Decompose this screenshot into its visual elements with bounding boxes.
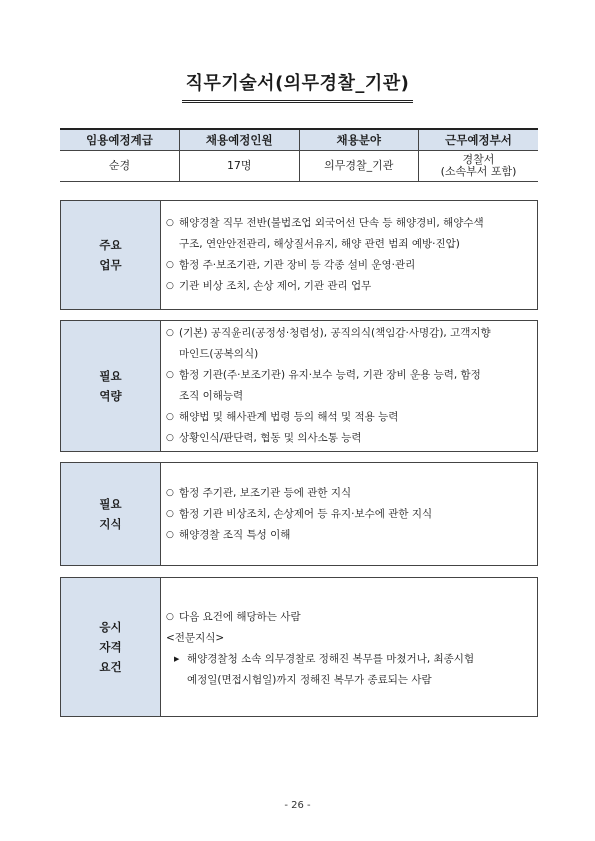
circle-bullet-icon: ○: [166, 370, 174, 380]
section-required-knowledge: [60, 462, 538, 566]
list-item: [165, 323, 533, 344]
sub-item: [165, 649, 533, 670]
section-label: [61, 463, 161, 565]
circle-bullet-icon: ○: [166, 433, 174, 443]
item-text: 다음 요건에 해당하는 사람: [179, 611, 301, 623]
list-item: [165, 483, 533, 504]
list-item: [165, 407, 533, 428]
circle-bullet-icon: ○: [166, 218, 174, 228]
list-item: [165, 607, 533, 628]
item-text: 구조, 연안안전관리, 해상질서유지, 해양 관련 범죄 예방·진압): [179, 238, 460, 250]
label-line: 요건: [99, 660, 122, 674]
label-line: 자격: [99, 640, 122, 654]
position-info-table: [60, 128, 538, 182]
item-text: 함정 기관(주·보조기관) 유지·보수 능력, 기관 장비 운용 능력, 함정: [179, 369, 481, 381]
label-line: 필요: [99, 497, 122, 511]
item-text: 함정 주기관, 보조기관 등에 관한 지식: [179, 486, 352, 499]
header-department: 근무예정부서: [419, 129, 539, 151]
circle-bullet-icon: ○: [166, 612, 174, 622]
label-line: 지식: [99, 517, 122, 531]
item-text: 조직 이해능력: [179, 390, 244, 402]
list-item: [165, 525, 533, 546]
header-field: 채용분야: [299, 129, 419, 151]
value-rank: 순경: [60, 151, 180, 182]
item-text: 해양경찰 직무 전반(불법조업 외국어선 단속 등 해양경비, 해양수색: [179, 217, 484, 229]
label-line: 주요: [99, 238, 122, 252]
section-main-duties: [60, 200, 538, 310]
value-department: [419, 151, 539, 182]
circle-bullet-icon: ○: [166, 508, 174, 519]
item-text: (기본) 공직윤리(공정성·청렴성), 공직의식(책임감·사명감), 고객지향: [179, 327, 491, 339]
header-rank: 임용예정계급: [60, 129, 180, 151]
section-body: [161, 463, 537, 565]
label-line: 역량: [99, 389, 122, 403]
circle-bullet-icon: ○: [166, 529, 174, 540]
section-required-competency: [60, 320, 538, 452]
item-text: 해양경찰청 소속 의무경찰로 정해진 복무를 마쳤거나, 최종시험: [187, 653, 475, 665]
department-line-2: (소속부서 포함): [440, 165, 517, 178]
label-line: 응시: [99, 620, 122, 634]
document-title: 직무기술서(의무경찰_기관): [182, 72, 414, 103]
circle-bullet-icon: ○: [166, 328, 174, 338]
label-line: 필요: [99, 369, 122, 383]
section-label: [61, 321, 161, 451]
value-field: 의무경찰_기관: [299, 151, 419, 182]
circle-bullet-icon: ○: [166, 412, 174, 422]
circle-bullet-icon: ○: [166, 260, 174, 270]
section-label: [61, 578, 161, 716]
section-body: [161, 578, 537, 716]
page-number: - 26 -: [284, 800, 311, 811]
item-text: 예정일(면접시험일)까지 정해진 복무가 종료되는 사람: [187, 674, 432, 686]
list-item: [165, 428, 533, 449]
section-body: [161, 201, 537, 309]
sub-item-continuation: [165, 670, 533, 691]
list-item: [165, 255, 533, 276]
section-eligibility: [60, 577, 538, 717]
circle-bullet-icon: ○: [166, 281, 174, 291]
info-header-row: [60, 129, 538, 151]
item-text: 마인드(공복의식): [179, 348, 259, 360]
document-title-wrap: [0, 72, 595, 103]
specialty-tag: <전문지식>: [166, 632, 225, 644]
item-text: 기관 비상 조치, 손상 제어, 기관 관리 업무: [179, 280, 372, 292]
list-item: [165, 276, 533, 297]
list-item-continuation: [165, 344, 533, 365]
list-item-continuation: [165, 386, 533, 407]
value-headcount: 17명: [180, 151, 300, 182]
triangle-bullet-icon: ▶: [174, 655, 180, 663]
header-headcount: 채용예정인원: [180, 129, 300, 151]
section-body: [161, 321, 537, 451]
item-text: 함정 주·보조기관, 기관 장비 등 각종 설비 운영·관리: [179, 259, 416, 271]
circle-bullet-icon: ○: [166, 487, 174, 498]
list-item: [165, 504, 533, 525]
item-text: 해양법 및 해사관계 법령 등의 해석 및 적용 능력: [179, 411, 399, 423]
info-value-row: [60, 151, 538, 182]
list-item: [165, 365, 533, 386]
item-text: 해양경찰 조직 특성 이해: [179, 528, 291, 541]
department-line-1: 경찰서: [462, 153, 495, 166]
item-text: 함정 기관 비상조치, 손상제어 등 유지·보수에 관한 지식: [179, 507, 433, 520]
list-item: [165, 213, 533, 234]
label-line: 업무: [99, 258, 122, 272]
list-item-continuation: [165, 234, 533, 255]
section-label: [61, 201, 161, 309]
item-text: 상황인식/판단력, 협동 및 의사소통 능력: [179, 432, 362, 444]
